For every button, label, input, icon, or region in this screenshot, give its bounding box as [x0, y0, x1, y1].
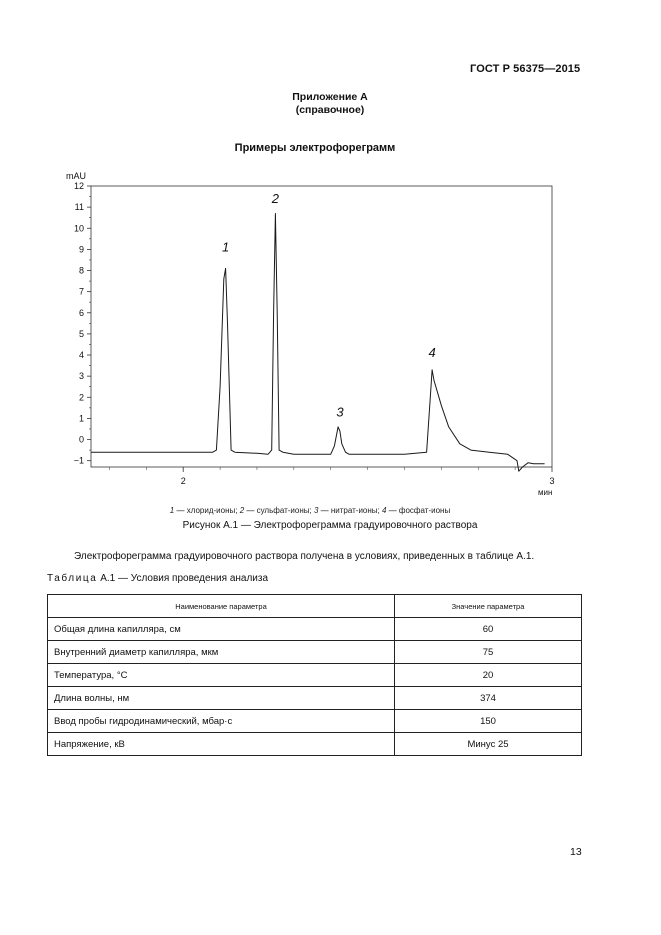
table-row: [48, 710, 582, 733]
x-tick-label: 2: [180, 476, 186, 486]
y-tick-label: 2: [78, 392, 84, 403]
legend-text-1: хлорид-ионы;: [184, 506, 240, 515]
y-tick-label: −1: [73, 455, 84, 466]
legend-text-4: фосфат-ионы: [396, 506, 451, 515]
legend-num-3: 3 —: [313, 506, 329, 515]
table-row: [48, 618, 582, 641]
y-tick-label: 12: [73, 181, 84, 191]
electropherogram-chart: [0, 165, 661, 500]
chart-legend: [100, 506, 520, 515]
y-tick-label: 8: [78, 265, 84, 276]
table-row: [48, 664, 582, 687]
table-row: [48, 641, 582, 664]
header-parameter-name: Наименование параметра: [48, 595, 395, 618]
y-tick-label: 10: [73, 223, 84, 234]
peak-label: 4: [428, 345, 436, 361]
legend-num-4: 4 —: [382, 506, 397, 515]
param-name: Напряжение, кВ: [48, 733, 395, 756]
y-tick-label: 3: [78, 371, 84, 382]
figure-caption: Рисунок А.1 — Электрофореграмма градуировочного раствора: [182, 520, 478, 531]
legend-text-2: сульфат-ионы;: [254, 506, 314, 515]
figure-heading: Примеры электрофореграмм: [234, 142, 396, 154]
param-name: Ввод пробы гидродинамический, мбар·с: [48, 710, 395, 733]
table-row: [48, 733, 582, 756]
y-tick-label: 1: [78, 413, 84, 424]
x-tick-label: 3: [549, 476, 555, 486]
param-value: 75: [395, 641, 582, 664]
y-tick-label: 9: [78, 244, 84, 255]
param-name: Общая длина капилляра, см: [48, 618, 395, 641]
legend-text-3: нитрат-ионы;: [328, 506, 382, 515]
param-value: 150: [395, 710, 582, 733]
header-parameter-value: Значение параметра: [395, 595, 582, 618]
x-axis-label: мин: [538, 488, 553, 497]
table-caption: [47, 573, 268, 584]
appendix-subtitle: (справочное): [295, 104, 365, 116]
legend-num-1: 1 —: [169, 506, 185, 515]
peak-label: 2: [271, 190, 280, 206]
param-value: 20: [395, 664, 582, 687]
y-tick-label: 7: [78, 286, 84, 297]
param-value: Минус 25: [395, 733, 582, 756]
page-number: 13: [570, 846, 582, 858]
y-tick-label: 0: [78, 434, 84, 445]
param-value: 374: [395, 687, 582, 710]
body-paragraph: Электрофореграмма градуировочного раствора получена в условиях, приведенных в таблице А.1.: [74, 551, 535, 562]
table-label: Таблица: [47, 573, 98, 584]
parameters-table: [47, 594, 582, 756]
table-row: [48, 687, 582, 710]
y-tick-label: 4: [78, 350, 84, 361]
appendix-title: Приложение А: [292, 91, 368, 103]
param-name: Длина волны, нм: [48, 687, 395, 710]
series-line: [91, 214, 545, 472]
param-name: Внутренний диаметр капилляра, мкм: [48, 641, 395, 664]
peak-label: 1: [221, 239, 230, 255]
param-value: 60: [395, 618, 582, 641]
legend-num-2: 2 —: [239, 506, 255, 515]
y-tick-label: 11: [74, 202, 84, 213]
table-caption-text: А.1 — Условия проведения анализа: [97, 573, 269, 584]
y-tick-label: 5: [78, 328, 84, 339]
plot-frame: [91, 186, 552, 467]
standard-designation: ГОСТ Р 56375—2015: [470, 63, 581, 75]
peak-label: 3: [336, 404, 344, 420]
y-axis-label: mAU: [66, 171, 86, 181]
param-name: Температура, °С: [48, 664, 395, 687]
table-header-row: [48, 595, 582, 618]
y-tick-label: 6: [78, 307, 84, 318]
